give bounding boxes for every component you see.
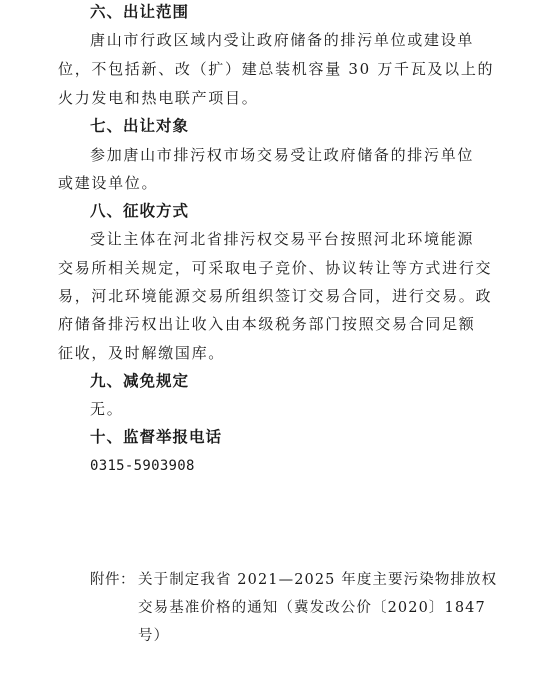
collection-line-2: 交易所相关规定，可采取电子竞价、协议转让等方式进行交: [58, 259, 493, 277]
scope-line-3: 火力发电和热电联产项目。: [58, 89, 259, 107]
collection-line-4: 府储备排污权出让收入由本级税务部门按照交易合同足额: [58, 315, 476, 333]
scope-line-1: 唐山市行政区域内受让政府储备的排污单位或建设单: [90, 31, 475, 49]
target-line-1: 参加唐山市排污权市场交易受让政府储备的排污单位: [90, 146, 475, 164]
collection-line-3: 易，河北环境能源交易所组织签订交易合同，进行交易。政: [58, 287, 493, 305]
collection-line-1: 受让主体在河北省排污权交易平台按照河北环境能源: [90, 230, 475, 248]
attachment-line-2: 交易基准价格的通知（冀发改公价〔2020〕1847: [138, 600, 486, 616]
scope-line-2: 位，不包括新、改（扩）建总装机容量 30 万千瓦及以上的: [58, 60, 495, 78]
attachment-line-3: 号）: [138, 628, 170, 644]
collection-line-5: 征收，及时解缴国库。: [58, 344, 226, 362]
section-heading-collection: 八、征收方式: [90, 202, 190, 220]
attachment-label: 附件：: [90, 572, 135, 588]
section-heading-exemption: 九、减免规定: [90, 372, 190, 390]
hotline-phone: 0315-5903908: [90, 458, 195, 474]
exemption-line-1: 无。: [90, 400, 124, 418]
section-heading-hotline: 十、监督举报电话: [90, 428, 223, 446]
section-heading-target: 七、出让对象: [90, 117, 190, 135]
section-heading-scope: 六、出让范围: [90, 3, 190, 21]
attachment-line-1: 关于制定我省 2021—2025 年度主要污染物排放权: [138, 572, 498, 588]
target-line-2: 或建设单位。: [58, 174, 159, 192]
